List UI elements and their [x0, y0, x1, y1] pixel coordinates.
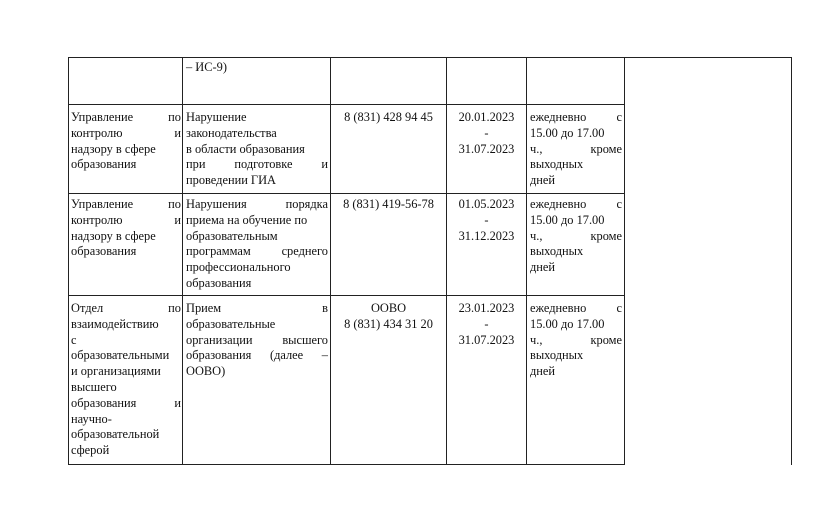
- period-separator: -: [484, 125, 489, 140]
- col-line-0: [68, 57, 69, 465]
- dept-line: образовательными: [71, 348, 170, 363]
- topic-word: в: [322, 301, 328, 315]
- topic-line: профессионального: [186, 260, 291, 275]
- schedule-word: ежедневно: [530, 197, 587, 211]
- schedule-word: кроме: [590, 141, 622, 156]
- topic-word: среднего: [281, 244, 328, 259]
- schedule-line: 15.00 до 17.00: [530, 125, 605, 140]
- topic-word: порядка: [285, 197, 328, 211]
- period-start: 01.05.2023: [458, 197, 515, 211]
- phone-number: 8 (831) 428 94 45: [344, 110, 433, 124]
- schedule-word: с: [616, 197, 622, 211]
- schedule-line: 15.00 до 17.00: [530, 212, 605, 227]
- phone-number: 8 (831) 419-56-78: [343, 197, 434, 211]
- topic-line: образовательные: [186, 316, 276, 331]
- schedule-line: выходных: [530, 244, 584, 259]
- period-separator: -: [484, 212, 489, 227]
- row-line-3: [68, 295, 625, 296]
- dept-line: и организациями: [71, 364, 161, 379]
- row-1-schedule-cell: [530, 110, 622, 189]
- topic-word: –: [321, 348, 328, 363]
- row-line-1: [68, 104, 625, 105]
- dept-word: контролю: [71, 125, 123, 140]
- period-separator: -: [484, 316, 489, 331]
- page-edge-line: [791, 57, 792, 465]
- topic-line: ООВО): [186, 364, 226, 379]
- topic-line: образования: [186, 275, 252, 290]
- row-3-department-cell: [71, 301, 181, 459]
- col-line-4: [526, 57, 527, 465]
- period-end: 31.07.2023: [458, 332, 515, 347]
- period-start: 23.01.2023: [458, 301, 515, 315]
- topic-line: законодательства: [186, 125, 277, 140]
- dept-word: и: [174, 395, 181, 410]
- topic-word: организации: [186, 332, 253, 347]
- row-1-department-cell: [71, 110, 181, 173]
- dept-word: Управление: [71, 197, 134, 211]
- schedule-word: кроме: [590, 332, 622, 347]
- phone-number: 8 (831) 434 31 20: [344, 316, 433, 331]
- col-line-5: [624, 57, 625, 465]
- topic-word: высшего: [282, 332, 328, 347]
- topic-tail-text: – ИС-9): [186, 60, 227, 74]
- row-1-period-cell: [448, 110, 525, 157]
- dept-line: высшего: [71, 379, 117, 394]
- phone-label: ООВО: [370, 301, 407, 315]
- row-2-period-cell: [448, 197, 525, 244]
- schedule-line: выходных: [530, 157, 584, 172]
- dept-line: научно-: [71, 411, 112, 426]
- topic-line: образовательным: [186, 228, 278, 243]
- row-line-2: [68, 193, 625, 194]
- dept-line: надзору в сфере: [71, 141, 156, 156]
- row-3-phone-cell: [332, 301, 445, 333]
- topic-word: подготовке: [234, 157, 293, 172]
- col-line-1: [182, 57, 183, 465]
- row-2-department-cell: [71, 197, 181, 260]
- schedule-line: дней: [530, 173, 556, 188]
- dept-word: и: [174, 125, 181, 140]
- period-end: 31.07.2023: [458, 141, 515, 156]
- schedule-word: ежедневно: [530, 110, 587, 124]
- dept-word: образования: [71, 395, 137, 410]
- dept-word: контролю: [71, 212, 123, 227]
- topic-word: программам: [186, 244, 251, 259]
- row-1-phone-cell: [332, 110, 445, 126]
- dept-word: по: [168, 110, 181, 124]
- topic-word: (далее: [269, 348, 304, 363]
- dept-line: надзору в сфере: [71, 228, 156, 243]
- col-line-2: [330, 57, 331, 465]
- dept-line: образовательной: [71, 427, 160, 442]
- topic-line: в области образования: [186, 141, 305, 156]
- period-start: 20.01.2023: [458, 110, 515, 124]
- schedule-line: выходных: [530, 348, 584, 363]
- row-2-schedule-cell: [530, 197, 622, 276]
- dept-line: образования: [71, 157, 137, 172]
- row-2-topic-cell: [186, 197, 328, 292]
- dept-word: по: [168, 301, 181, 315]
- topic-word: Прием: [186, 301, 222, 315]
- topic-line: Нарушение: [186, 110, 247, 124]
- schedule-word: с: [616, 301, 622, 315]
- dept-word: Управление: [71, 110, 134, 124]
- dept-word: по: [168, 197, 181, 211]
- row-3-topic-cell: [186, 301, 328, 380]
- topic-line: проведении ГИА: [186, 173, 276, 188]
- schedule-line: дней: [530, 260, 556, 275]
- dept-line: с: [71, 332, 77, 347]
- dept-word: Отдел: [71, 301, 104, 315]
- row-line-bottom: [68, 464, 625, 465]
- schedule-word: ч.,: [530, 332, 543, 347]
- period-end: 31.12.2023: [458, 228, 515, 243]
- schedule-word: ч.,: [530, 141, 543, 156]
- schedule-word: с: [616, 110, 622, 124]
- dept-line: взаимодействию: [71, 316, 159, 331]
- schedule-line: дней: [530, 364, 556, 379]
- topic-word: при: [186, 157, 206, 172]
- schedule-line: 15.00 до 17.00: [530, 316, 605, 331]
- schedule-word: кроме: [590, 228, 622, 243]
- topic-word: Нарушения: [186, 197, 247, 211]
- dept-line: образования: [71, 244, 137, 259]
- dept-line: сферой: [71, 443, 110, 458]
- row-3-period-cell: [448, 301, 525, 348]
- topic-line: приема на обучение по: [186, 212, 308, 227]
- col-line-3: [446, 57, 447, 465]
- continuation-topic-cell: [186, 60, 328, 76]
- row-2-phone-cell: [332, 197, 445, 213]
- row-1-topic-cell: [186, 110, 328, 189]
- topic-word: образования: [186, 348, 252, 363]
- schedule-word: ежедневно: [530, 301, 587, 315]
- row-3-schedule-cell: [530, 301, 622, 380]
- dept-word: и: [174, 212, 181, 227]
- schedule-word: ч.,: [530, 228, 543, 243]
- topic-word: и: [321, 157, 328, 172]
- row-line-top: [68, 57, 792, 58]
